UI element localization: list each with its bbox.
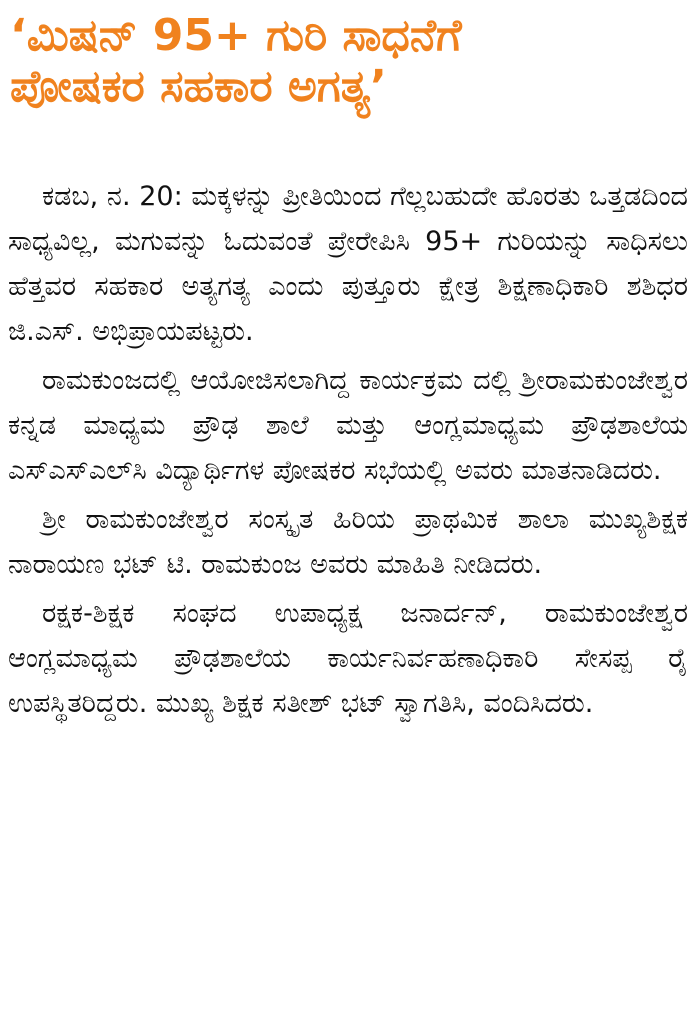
- headline-line-1: ‘ಮಿಷನ್ 95+ ಗುರಿ ಸಾಧನೆಗೆ: [10, 10, 462, 61]
- article-paragraph: ಕಡಬ, ನ. 20: ಮಕ್ಕಳನ್ನು ಪ್ರೀತಿಯಿಂದ ಗೆಲ್ಲಬಹುದೇ ಹೊರತು ಒತ್ತಡದಿಂದ ಸಾಧ್ಯವಿಲ್ಲ, ಮಗುವನ್ನು ಓದುವಂತೆ ಪ್ರೇರೇಪಿಸಿ 95+ ಗುರಿಯನ್ನು ಸಾಧಿಸಲು ಹೆತ್ತವರ ಸಹಕಾರ ಅತ್ಯಗತ್ಯ ಎಂದು ಪುತ್ತೂರು ಕ್ಷೇತ್ರ ಶಿಕ್ಷಣಾಧಿಕಾರಿ ಶಶಿಧರ ಜಿ.ಎಸ್. ಅಭಿಪ್ರಾಯಪಟ್ಟರು.: [8, 181, 688, 347]
- headline-line-2: ಪೋಷಕರ ಸಹಕಾರ ಅಗತ್ಯ’: [10, 61, 387, 113]
- headline: [10, 10, 686, 112]
- article-body: [8, 174, 688, 730]
- article-paragraph: ರಕ್ಷಕ-ಶಿಕ್ಷಕ ಸಂಘದ ಉಪಾಧ್ಯಕ್ಷ ಜನಾರ್ದನ್, ರಾಮಕುಂಜೇಶ್ವರ ಆಂಗ್ಲಮಾಧ್ಯಮ ಪ್ರೌಢಶಾಲೆಯ ಕಾರ್ಯನಿರ್ವಹಣಾಧಿಕಾರಿ ಸೇಸಪ್ಪ ರೈ ಉಪಸ್ಥಿತರಿದ್ದರು. ಮುಖ್ಯ ಶಿಕ್ಷಕ ಸತೀಶ್ ಭಟ್ ಸ್ವಾಗತಿಸಿ, ವಂದಿಸಿದರು.: [8, 598, 688, 719]
- article-paragraph: ರಾಮಕುಂಜದಲ್ಲಿ ಆಯೋಜಿಸಲಾಗಿದ್ದ ಕಾರ್ಯಕ್ರಮ ದಲ್ಲಿ ಶ್ರೀರಾಮಕುಂಜೇಶ್ವರ ಕನ್ನಡ ಮಾಧ್ಯಮ ಪ್ರೌಢ ಶಾಲೆ ಮತ್ತು ಆಂಗ್ಲಮಾಧ್ಯಮ ಪ್ರೌಢಶಾಲೆಯ ಎಸ್‌ಎಸ್‌ಎಲ್‌ಸಿ ವಿದ್ಯಾರ್ಥಿಗಳ ಪೋಷಕರ ಸಭೆಯಲ್ಲಿ ಅವರು ಮಾತನಾಡಿದರು.: [8, 365, 688, 486]
- article-paragraph: ಶ್ರೀ ರಾಮಕುಂಜೇಶ್ವರ ಸಂಸ್ಕೃತ ಹಿರಿಯ ಪ್ರಾಥಮಿಕ ಶಾಲಾ ಮುಖ್ಯಶಿಕ್ಷಕ ನಾರಾಯಣ ಭಟ್ ಟಿ. ರಾಮಕುಂಜ ಅವರು ಮಾಹಿತಿ ನೀಡಿದರು.: [8, 504, 688, 580]
